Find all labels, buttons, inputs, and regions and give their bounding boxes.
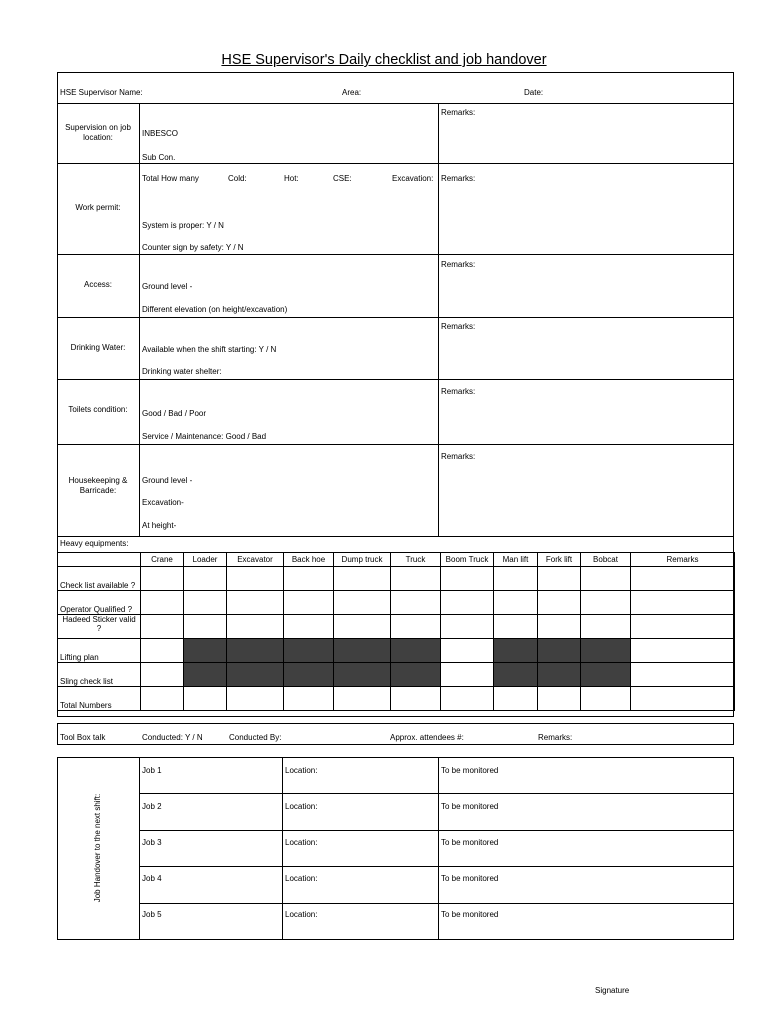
cell <box>391 615 441 639</box>
supervisor-name-label: HSE Supervisor Name: <box>60 88 143 97</box>
cell <box>184 567 227 591</box>
divider <box>139 757 140 940</box>
job-1: Job 1 <box>142 766 162 775</box>
job-handover-label: Job Handover to the next shift: <box>93 793 102 903</box>
cell <box>538 567 581 591</box>
drinking-water-available: Available when the shift starting: Y / N <box>142 345 277 354</box>
shaded-cell <box>334 663 391 687</box>
cell <box>141 567 184 591</box>
remarks-label: Remarks: <box>441 387 476 396</box>
cell <box>334 567 391 591</box>
cell <box>631 567 735 591</box>
divider <box>57 163 734 164</box>
shaded-cell <box>184 663 227 687</box>
toolbox-remarks: Remarks: <box>538 733 573 742</box>
access-ground: Ground level - <box>142 282 193 291</box>
cell <box>284 567 334 591</box>
divider <box>57 317 734 318</box>
cell <box>441 687 494 711</box>
cell <box>581 591 631 615</box>
job-2-location: Location: <box>285 802 318 811</box>
remarks-label: Remarks: <box>441 260 476 269</box>
cell <box>284 591 334 615</box>
col-dump-truck: Dump truck <box>334 553 391 567</box>
job-4-monitor: To be monitored <box>441 874 499 883</box>
work-permit-cse: CSE: <box>333 174 352 183</box>
divider <box>57 379 734 380</box>
row-hadeed-sticker: Hadeed Sticker valid ? <box>58 615 141 639</box>
shaded-cell <box>391 663 441 687</box>
cell <box>334 591 391 615</box>
divider <box>139 103 140 536</box>
shaded-cell <box>581 639 631 663</box>
work-permit-hot: Hot: <box>284 174 299 183</box>
cell <box>184 591 227 615</box>
work-permit-label: Work permit: <box>75 203 121 212</box>
toilets-service: Service / Maintenance: Good / Bad <box>142 432 267 441</box>
cell <box>441 567 494 591</box>
cell <box>631 591 735 615</box>
cell <box>494 615 538 639</box>
row-sling-checklist: Sling check list <box>58 663 141 687</box>
toilets-label: Toilets condition: <box>68 405 128 414</box>
cell <box>631 639 735 663</box>
job-2-monitor: To be monitored <box>441 802 499 811</box>
housekeeping-label: Housekeeping & Barricade: <box>68 476 128 495</box>
toolbox-attendees: Approx. attendees #: <box>390 733 464 742</box>
row-operator: Operator Qualified ? <box>58 591 141 615</box>
supervision-label: Supervision on job location: <box>65 123 131 142</box>
cell <box>538 687 581 711</box>
access-elevation: Different elevation (on height/excavation) <box>142 305 288 314</box>
cell <box>141 639 184 663</box>
job-4: Job 4 <box>142 874 162 883</box>
cell <box>631 663 735 687</box>
toilets-condition: Good / Bad / Poor <box>142 409 207 418</box>
shaded-cell <box>184 639 227 663</box>
shaded-cell <box>494 639 538 663</box>
remarks-label: Remarks: <box>441 322 476 331</box>
toolbox-label: Tool Box talk <box>60 733 106 742</box>
divider <box>139 830 734 831</box>
cell <box>141 687 184 711</box>
cell <box>141 663 184 687</box>
shaded-cell <box>334 639 391 663</box>
job-5: Job 5 <box>142 910 162 919</box>
cell <box>581 615 631 639</box>
cell <box>141 615 184 639</box>
job-5-monitor: To be monitored <box>441 910 499 919</box>
divider <box>57 536 734 537</box>
col-remarks: Remarks <box>631 553 735 567</box>
divider <box>438 103 439 536</box>
divider <box>282 757 283 940</box>
remarks-label: Remarks: <box>441 174 476 183</box>
job-4-location: Location: <box>285 874 318 883</box>
job-1-location: Location: <box>285 766 318 775</box>
cell <box>581 687 631 711</box>
cell <box>141 591 184 615</box>
cell <box>391 567 441 591</box>
shaded-cell <box>284 663 334 687</box>
cell <box>441 663 494 687</box>
cell <box>631 687 735 711</box>
divider <box>139 793 734 794</box>
supervision-subcon: Sub Con. <box>142 153 176 162</box>
signature-label: Signature <box>595 986 630 995</box>
col-loader: Loader <box>184 553 227 567</box>
cell <box>494 687 538 711</box>
row-lifting-plan: Lifting plan <box>58 639 141 663</box>
supervision-inbesco: INBESCO <box>142 129 179 138</box>
job-2: Job 2 <box>142 802 162 811</box>
divider <box>57 444 734 445</box>
cell <box>184 687 227 711</box>
page-title: HSE Supervisor's Daily checklist and job handover <box>221 52 547 68</box>
divider <box>57 254 734 255</box>
cell <box>391 687 441 711</box>
col-truck: Truck <box>391 553 441 567</box>
cell <box>538 591 581 615</box>
shaded-cell <box>494 663 538 687</box>
housekeeping-ground: Ground level - <box>142 476 193 485</box>
cell <box>494 567 538 591</box>
area-label: Area: <box>342 88 362 97</box>
cell <box>494 591 538 615</box>
cell <box>284 615 334 639</box>
divider <box>139 903 734 904</box>
cell <box>334 615 391 639</box>
job-3-monitor: To be monitored <box>441 838 499 847</box>
job-3-location: Location: <box>285 838 318 847</box>
work-permit-excavation: Excavation: <box>392 174 434 183</box>
row-total-numbers: Total Numbers <box>58 687 141 711</box>
remarks-label: Remarks: <box>441 452 476 461</box>
drinking-water-label: Drinking Water: <box>70 343 126 352</box>
cell <box>227 567 284 591</box>
housekeeping-height: At height- <box>142 521 177 530</box>
cell <box>441 591 494 615</box>
cell <box>441 615 494 639</box>
shaded-cell <box>227 639 284 663</box>
cell <box>441 639 494 663</box>
heavy-equipment-label: Heavy equipments: <box>60 539 129 548</box>
drinking-water-shelter: Drinking water shelter: <box>142 367 222 376</box>
row-checklist: Check list available ? <box>58 567 141 591</box>
divider <box>57 103 734 104</box>
remarks-label: Remarks: <box>441 108 476 117</box>
shaded-cell <box>391 639 441 663</box>
col-boom-truck: Boom Truck <box>441 553 494 567</box>
cell <box>334 687 391 711</box>
toolbox-conducted: Conducted: Y / N <box>142 733 203 742</box>
shaded-cell <box>284 639 334 663</box>
shaded-cell <box>538 663 581 687</box>
col-fork-lift: Fork lift <box>538 553 581 567</box>
col-crane: Crane <box>141 553 184 567</box>
cell <box>227 687 284 711</box>
col-excavator: Excavator <box>227 553 284 567</box>
work-permit-system: System is proper: Y / N <box>142 221 224 230</box>
cell <box>227 591 284 615</box>
heavy-equipment-table <box>57 552 735 711</box>
work-permit-total: Total How many <box>142 174 199 183</box>
divider <box>139 866 734 867</box>
shaded-cell <box>538 639 581 663</box>
cell <box>184 615 227 639</box>
job-5-location: Location: <box>285 910 318 919</box>
col-back-hoe: Back hoe <box>284 553 334 567</box>
shaded-cell <box>581 663 631 687</box>
cell <box>581 567 631 591</box>
col-bobcat: Bobcat <box>581 553 631 567</box>
cell <box>538 615 581 639</box>
job-1-monitor: To be monitored <box>441 766 499 775</box>
date-label: Date: <box>524 88 544 97</box>
cell <box>391 591 441 615</box>
divider <box>438 757 439 940</box>
equipment-header-blank <box>58 553 141 567</box>
cell <box>284 687 334 711</box>
shaded-cell <box>227 663 284 687</box>
work-permit-countersign: Counter sign by safety: Y / N <box>142 243 244 252</box>
work-permit-cold: Cold: <box>228 174 247 183</box>
toolbox-conducted-by: Conducted By: <box>229 733 282 742</box>
col-man-lift: Man lift <box>494 553 538 567</box>
cell <box>227 615 284 639</box>
access-label: Access: <box>83 280 112 289</box>
job-3: Job 3 <box>142 838 162 847</box>
housekeeping-excavation: Excavation- <box>142 498 184 507</box>
cell <box>631 615 735 639</box>
